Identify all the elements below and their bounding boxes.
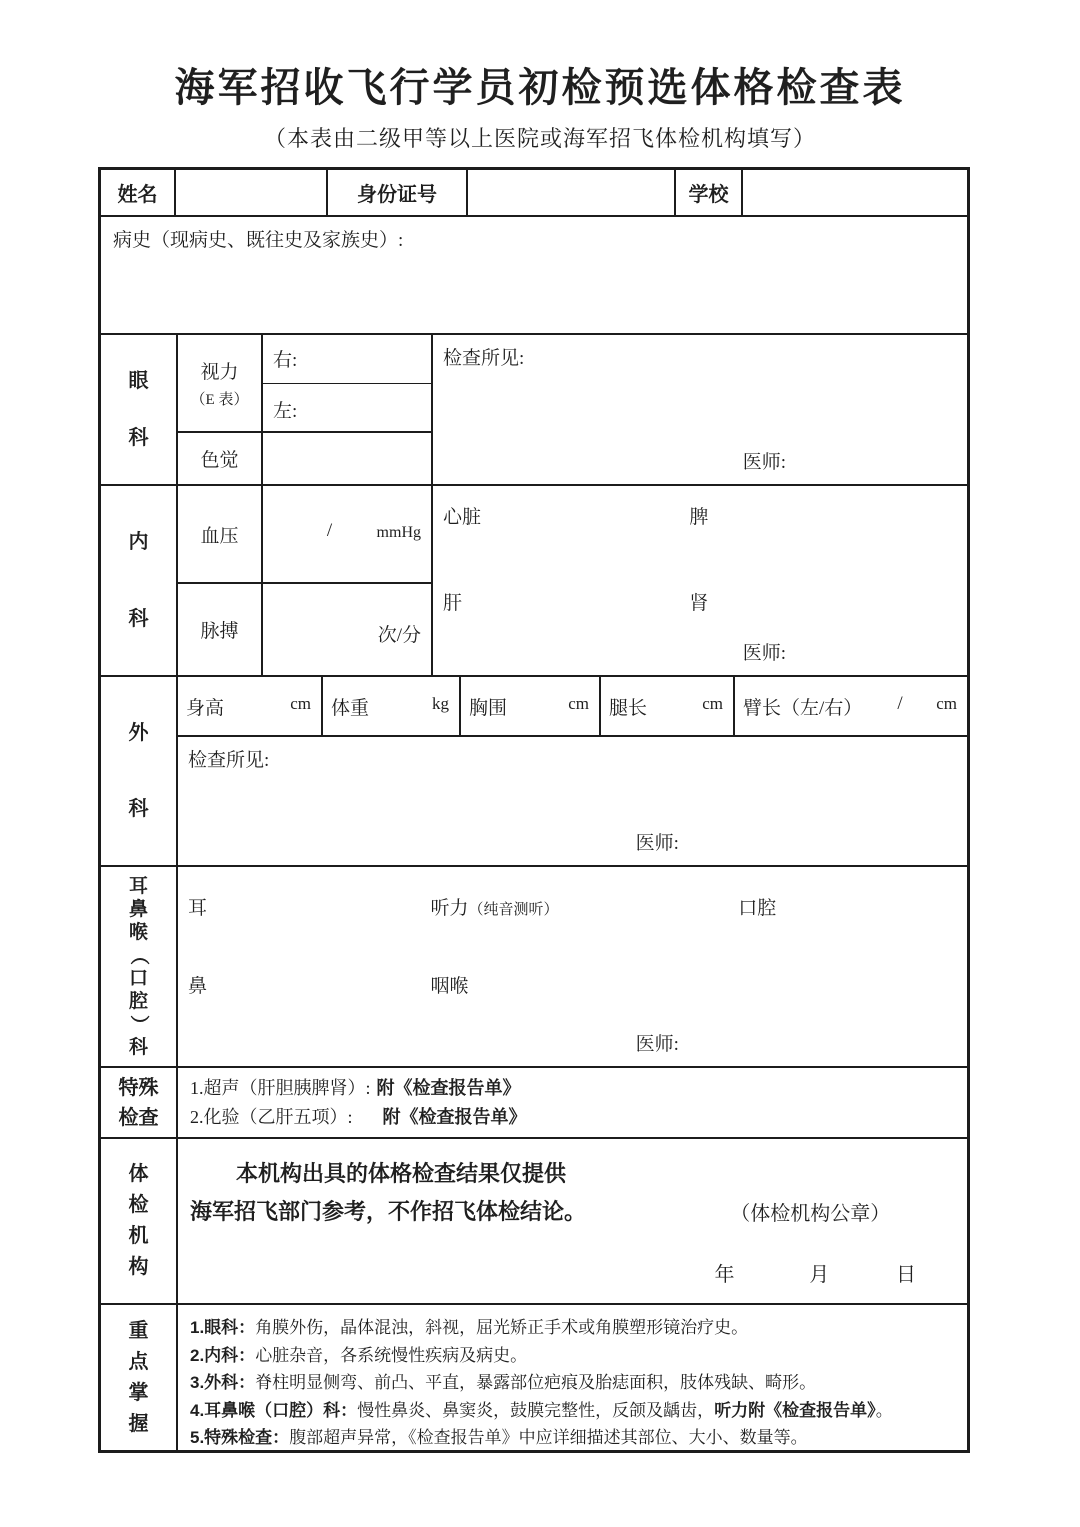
ultrasound-report-note: 附《检查报告单》: [376, 1078, 521, 1098]
vision-chart-note: （E 表）: [190, 392, 249, 408]
height-cell[interactable]: [178, 677, 323, 735]
internal-section-label: 内 科: [101, 486, 178, 675]
height-label: 身高: [186, 698, 225, 719]
eye-section-label: 眼 科: [101, 335, 178, 484]
agency-body: [178, 1139, 967, 1303]
ent-section: [101, 865, 967, 1066]
ent-doctor-label: 医师:: [635, 1034, 679, 1055]
key-points-section: [101, 1303, 967, 1452]
physical-exam-form-table: [98, 167, 970, 1453]
weight-label: 体重: [331, 698, 370, 719]
vision-right-label: 右:: [273, 350, 298, 371]
internal-findings-cell[interactable]: [433, 486, 967, 675]
lab-test-label: 2.化验（乙肝五项）:: [190, 1107, 353, 1127]
spleen-label: 脾: [689, 507, 709, 528]
eye-findings-cell[interactable]: [433, 335, 967, 484]
color-vision-value-cell[interactable]: [263, 433, 431, 484]
eye-section: [101, 333, 967, 484]
hearing-label: 听力（纯音测听）: [430, 898, 559, 919]
year-label: 年: [714, 1264, 735, 1286]
eye-findings-label: 检查所见:: [443, 348, 525, 369]
pulse-value-cell[interactable]: [263, 584, 431, 675]
color-vision-label: 色觉: [200, 450, 239, 471]
surgery-section-label: 外 科: [101, 677, 178, 865]
vision-left-cell[interactable]: [263, 384, 431, 431]
day-label: 日: [895, 1264, 916, 1286]
agency-section-label: 体 检 机 构: [101, 1139, 178, 1303]
key-point-eye: 1.眼科：角膜外伤，晶体混浊，斜视，屈光矫正手术或角膜塑形镜治疗史。: [190, 1318, 749, 1337]
vision-right-cell[interactable]: [263, 335, 431, 384]
special-exam-section: [101, 1066, 967, 1137]
agency-statement: 本机构出具的体格检查结果仅提供 海军招飞部门参考，不作招飞体检结论。: [190, 1161, 587, 1224]
agency-section: [101, 1137, 967, 1303]
heart-label: 心脏: [443, 507, 482, 528]
medical-history-row: [101, 215, 967, 333]
special-exam-item-lab: [190, 1103, 967, 1132]
color-vision-label-cell: [178, 433, 263, 484]
ent-section-label: 耳 鼻 喉 （ 口 腔 ） 科: [101, 867, 178, 1066]
school-value-cell[interactable]: [743, 170, 967, 215]
surgery-doctor-label: 医师:: [635, 833, 679, 854]
leg-length-unit: cm: [702, 694, 723, 713]
hearing-method-note: （纯音测听）: [468, 902, 559, 918]
vision-left-label: 左:: [273, 401, 298, 422]
arm-length-slash: /: [897, 693, 903, 714]
arm-length-cell[interactable]: [735, 677, 967, 735]
agency-seal-note: （体检机构公章）: [730, 1203, 891, 1225]
key-point-internal: 2.内科：心脏杂音，各系统慢性疾病及病史。: [190, 1345, 528, 1365]
id-number-value-cell[interactable]: [468, 170, 676, 215]
special-exam-item-ultrasound: [190, 1074, 967, 1103]
kidney-label: 肾: [689, 593, 709, 614]
key-points-section-label: 重 点 掌 握: [101, 1305, 178, 1452]
identity-row: [101, 170, 967, 215]
blood-pressure-unit: mmHg: [376, 524, 421, 541]
id-number-label: 身份证号: [328, 170, 468, 215]
blood-pressure-label: 血压: [200, 525, 239, 547]
lab-report-note: 附《检查报告单》: [382, 1107, 527, 1127]
pulse-label-cell: [178, 584, 263, 675]
page-title: 海军招收飞行学员初检预选体格检查表: [174, 65, 906, 110]
internal-doctor-label: 医师:: [742, 643, 786, 664]
key-point-ent: 4.耳鼻喉（口腔）科：慢性鼻炎、鼻窦炎，鼓膜完整性，反颌及龋齿，听力附《检查报告单》。: [190, 1400, 893, 1420]
name-label: 姓名: [101, 170, 176, 215]
key-points-body: [178, 1305, 967, 1452]
internal-medicine-section: [101, 484, 967, 675]
weight-unit: kg: [432, 694, 449, 713]
name-value-cell[interactable]: [176, 170, 328, 215]
special-exam-section-label: 特殊 检查: [101, 1068, 178, 1137]
pulse-label: 脉搏: [200, 621, 239, 642]
eye-doctor-label: 医师:: [742, 452, 786, 473]
key-point-surgery: 3.外科：脊柱明显侧弯、前凸、平直，暴露部位疤痕及胎痣面积，肢体残缺、畸形。: [190, 1373, 817, 1392]
leg-length-label: 腿长: [609, 698, 648, 719]
vision-label: 视力: [200, 362, 239, 383]
ear-label: 耳: [188, 898, 208, 919]
arm-length-unit: cm: [936, 694, 957, 713]
surgery-findings-label: 检查所见:: [188, 750, 270, 771]
month-label: 月: [809, 1264, 830, 1286]
pulse-unit: 次/分: [377, 625, 421, 646]
key-point-special: 5.特殊检查：腹部超声异常，《检查报告单》中应详细描述其部位、大小、数量等。: [190, 1428, 808, 1447]
leg-length-cell[interactable]: [601, 677, 735, 735]
school-label: 学校: [676, 170, 743, 215]
weight-cell[interactable]: [323, 677, 461, 735]
height-unit: cm: [290, 694, 311, 713]
nose-label: 鼻: [188, 976, 208, 997]
chest-unit: cm: [568, 694, 589, 713]
surgery-section: [101, 675, 967, 865]
blood-pressure-label-cell: [178, 486, 263, 582]
chest-cell[interactable]: [461, 677, 601, 735]
page-subtitle: （本表由二级甲等以上医院或海军招飞体检机构填写）: [263, 126, 816, 151]
ent-findings-cell[interactable]: [178, 867, 967, 1066]
throat-label: 咽喉: [430, 976, 469, 997]
special-exam-body: [178, 1068, 967, 1137]
blood-pressure-value-cell[interactable]: [263, 486, 431, 582]
liver-label: 肝: [443, 593, 463, 614]
surgery-findings-cell[interactable]: [178, 737, 967, 865]
arm-length-label: 臂长（左/右）: [743, 698, 863, 719]
vision-label-cell: [178, 335, 263, 431]
blood-pressure-slash: /: [326, 520, 333, 541]
ultrasound-label: 1.超声（肝胆胰脾肾）:: [190, 1078, 371, 1098]
oral-cavity-label: 口腔: [738, 898, 777, 919]
chest-label: 胸围: [469, 698, 508, 719]
medical-history-cell[interactable]: [101, 217, 967, 333]
medical-history-label: 病史（现病史、既往史及家族史）:: [113, 230, 404, 251]
